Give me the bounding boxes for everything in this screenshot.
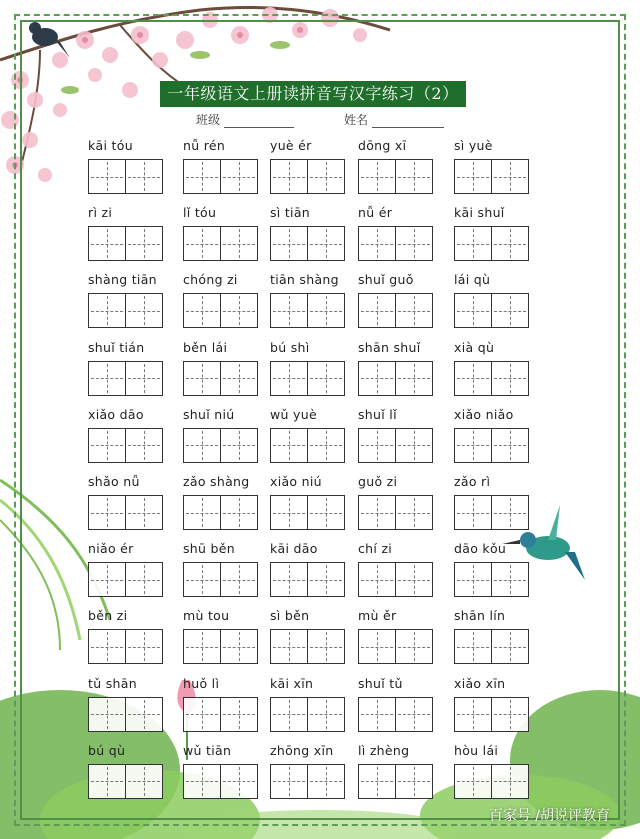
tianzige-writing-box[interactable] — [308, 629, 345, 664]
tianzige-boxes — [358, 226, 433, 261]
tianzige-writing-box[interactable] — [454, 495, 492, 530]
tianzige-writing-box[interactable] — [396, 629, 433, 664]
pinyin-text: shuǐ tǔ — [358, 675, 403, 691]
pinyin-exercise-item — [270, 604, 350, 666]
pinyin-text: huǒ lì — [183, 675, 220, 691]
tianzige-writing-box[interactable] — [454, 562, 492, 597]
tianzige-boxes — [454, 495, 529, 530]
tianzige-writing-box[interactable] — [358, 361, 396, 396]
tianzige-writing-box[interactable] — [492, 562, 529, 597]
tianzige-boxes — [454, 629, 529, 664]
tianzige-writing-box[interactable] — [183, 697, 221, 732]
tianzige-boxes — [454, 293, 529, 328]
pinyin-exercise-item — [183, 403, 263, 465]
pinyin-text: tiān shàng — [270, 272, 339, 288]
tianzige-writing-box[interactable] — [396, 159, 433, 194]
tianzige-writing-box[interactable] — [221, 159, 258, 194]
tianzige-writing-box[interactable] — [183, 226, 221, 261]
tianzige-writing-box[interactable] — [308, 159, 345, 194]
tianzige-boxes — [88, 159, 163, 194]
tianzige-writing-box[interactable] — [183, 562, 221, 597]
tianzige-boxes — [88, 629, 163, 664]
tianzige-writing-box[interactable] — [88, 495, 126, 530]
pinyin-text: chí zi — [358, 541, 393, 557]
pinyin-text: wǔ yuè — [270, 406, 317, 422]
pinyin-text: nǚ rén — [183, 138, 226, 153]
tianzige-writing-box[interactable] — [492, 226, 529, 261]
tianzige-writing-box[interactable] — [308, 764, 345, 799]
pinyin-exercise-item — [270, 134, 350, 196]
tianzige-boxes — [270, 361, 345, 396]
tianzige-writing-box[interactable] — [126, 629, 163, 664]
tianzige-writing-box[interactable] — [492, 159, 529, 194]
class-blank-line[interactable] — [224, 115, 294, 128]
tianzige-writing-box[interactable] — [492, 428, 529, 463]
tianzige-writing-box[interactable] — [221, 629, 258, 664]
tianzige-boxes — [183, 361, 258, 396]
tianzige-writing-box[interactable] — [396, 361, 433, 396]
pinyin-exercise-item — [88, 537, 168, 599]
tianzige-writing-box[interactable] — [183, 629, 221, 664]
tianzige-writing-box[interactable] — [88, 629, 126, 664]
tianzige-boxes — [183, 495, 258, 530]
tianzige-writing-box[interactable] — [126, 764, 163, 799]
tianzige-boxes — [183, 697, 258, 732]
pinyin-exercise-item — [183, 201, 263, 263]
tianzige-boxes — [88, 697, 163, 732]
tianzige-boxes — [270, 562, 345, 597]
tianzige-writing-box[interactable] — [183, 428, 221, 463]
tianzige-writing-box[interactable] — [221, 226, 258, 261]
pinyin-exercise-item — [358, 201, 438, 263]
pinyin-text: kāi xīn — [270, 675, 314, 691]
pinyin-exercise-item — [183, 470, 263, 532]
pinyin-text: xiǎo niú — [270, 474, 322, 489]
tianzige-writing-box[interactable] — [221, 764, 258, 799]
tianzige-writing-box[interactable] — [308, 361, 345, 396]
pinyin-exercise-item — [88, 268, 168, 330]
tianzige-boxes — [358, 495, 433, 530]
pinyin-exercise-item — [454, 268, 534, 330]
pinyin-text: lái qù — [454, 272, 491, 288]
pinyin-text: sì tiān — [270, 205, 311, 221]
tianzige-writing-box[interactable] — [270, 697, 308, 732]
tianzige-boxes — [183, 764, 258, 799]
pinyin-text: dāo kǒu — [454, 541, 507, 557]
pinyin-exercise-item — [270, 268, 350, 330]
tianzige-boxes — [358, 428, 433, 463]
tianzige-writing-box[interactable] — [221, 293, 258, 328]
pinyin-exercise-item — [358, 470, 438, 532]
exercise-row — [84, 268, 554, 330]
exercise-row — [84, 403, 554, 465]
pinyin-text: shuǐ niú — [183, 406, 235, 422]
tianzige-boxes — [88, 764, 163, 799]
tianzige-writing-box[interactable] — [454, 361, 492, 396]
tianzige-writing-box[interactable] — [396, 428, 433, 463]
pinyin-exercise-item — [88, 134, 168, 196]
pinyin-text: shuǐ guǒ — [358, 272, 414, 288]
tianzige-boxes — [454, 764, 529, 799]
tianzige-boxes — [454, 428, 529, 463]
pinyin-text: mù ěr — [358, 608, 397, 624]
pinyin-text: nǚ ér — [358, 205, 393, 221]
pinyin-text: dōng xī — [358, 138, 407, 153]
pinyin-text: rì zi — [88, 205, 113, 221]
tianzige-writing-box[interactable] — [183, 159, 221, 194]
tianzige-writing-box[interactable] — [454, 428, 492, 463]
tianzige-writing-box[interactable] — [221, 428, 258, 463]
tianzige-writing-box[interactable] — [270, 226, 308, 261]
pinyin-exercise-item — [454, 470, 534, 532]
pinyin-text: bú shì — [270, 339, 310, 355]
tianzige-writing-box[interactable] — [492, 293, 529, 328]
tianzige-writing-box[interactable] — [358, 495, 396, 530]
pinyin-exercise-item — [454, 403, 534, 465]
pinyin-exercise-item — [270, 739, 350, 801]
tianzige-writing-box[interactable] — [454, 697, 492, 732]
tianzige-writing-box[interactable] — [183, 293, 221, 328]
tianzige-writing-box[interactable] — [270, 428, 308, 463]
tianzige-boxes — [183, 293, 258, 328]
pinyin-exercise-item — [454, 336, 534, 398]
tianzige-boxes — [270, 293, 345, 328]
tianzige-boxes — [358, 293, 433, 328]
class-label: 班级 — [196, 113, 221, 127]
pinyin-exercise-item — [454, 739, 534, 801]
pinyin-exercise-item — [454, 134, 534, 196]
tianzige-writing-box[interactable] — [358, 226, 396, 261]
tianzige-writing-box[interactable] — [126, 428, 163, 463]
tianzige-boxes — [88, 226, 163, 261]
tianzige-writing-box[interactable] — [88, 361, 126, 396]
pinyin-text: tǔ shān — [88, 675, 137, 691]
pinyin-exercise-item — [183, 739, 263, 801]
pinyin-exercise-item — [270, 403, 350, 465]
pinyin-text: kāi tóu — [88, 138, 133, 153]
pinyin-text: niǎo ér — [88, 541, 134, 557]
tianzige-writing-box[interactable] — [454, 293, 492, 328]
pinyin-text: hòu lái — [454, 742, 499, 758]
tianzige-writing-box[interactable] — [88, 697, 126, 732]
tianzige-writing-box[interactable] — [88, 562, 126, 597]
pinyin-exercise-item — [183, 672, 263, 734]
tianzige-boxes — [88, 361, 163, 396]
tianzige-writing-box[interactable] — [396, 293, 433, 328]
tianzige-writing-box[interactable] — [183, 764, 221, 799]
tianzige-boxes — [454, 226, 529, 261]
pinyin-exercise-item — [358, 537, 438, 599]
tianzige-writing-box[interactable] — [126, 697, 163, 732]
pinyin-exercise-item — [270, 201, 350, 263]
tianzige-writing-box[interactable] — [308, 226, 345, 261]
pinyin-exercise-item — [183, 268, 263, 330]
tianzige-boxes — [358, 629, 433, 664]
tianzige-boxes — [358, 764, 433, 799]
tianzige-writing-box[interactable] — [270, 159, 308, 194]
pinyin-text: shān lín — [454, 608, 506, 624]
pinyin-exercise-item — [183, 336, 263, 398]
pinyin-exercise-item — [88, 604, 168, 666]
pinyin-text: chóng zi — [183, 272, 238, 288]
name-blank-line[interactable] — [372, 115, 444, 128]
tianzige-boxes — [454, 562, 529, 597]
tianzige-writing-box[interactable] — [88, 428, 126, 463]
pinyin-exercise-item — [358, 739, 438, 801]
tianzige-writing-box[interactable] — [88, 226, 126, 261]
pinyin-exercise-item — [270, 537, 350, 599]
exercise-row — [84, 134, 554, 196]
tianzige-writing-box[interactable] — [396, 226, 433, 261]
tianzige-writing-box[interactable] — [358, 159, 396, 194]
pinyin-text: sì yuè — [454, 138, 493, 153]
tianzige-boxes — [270, 764, 345, 799]
pinyin-exercise-item — [454, 201, 534, 263]
pinyin-exercise-item — [88, 403, 168, 465]
pinyin-text: shuǐ tián — [88, 339, 145, 355]
pinyin-text: mù tou — [183, 608, 230, 624]
tianzige-writing-box[interactable] — [308, 562, 345, 597]
pinyin-exercise-item — [358, 336, 438, 398]
pinyin-text: xiǎo niǎo — [454, 406, 514, 422]
tianzige-writing-box[interactable] — [454, 226, 492, 261]
tianzige-writing-box[interactable] — [454, 764, 492, 799]
tianzige-writing-box[interactable] — [358, 428, 396, 463]
pinyin-exercise-item — [183, 134, 263, 196]
tianzige-writing-box[interactable] — [358, 697, 396, 732]
pinyin-text: guǒ zi — [358, 474, 398, 489]
tianzige-boxes — [270, 226, 345, 261]
pinyin-text: zǎo shàng — [183, 474, 250, 489]
tianzige-writing-box[interactable] — [358, 764, 396, 799]
tianzige-writing-box[interactable] — [492, 697, 529, 732]
pinyin-exercise-item — [358, 604, 438, 666]
pinyin-text: shàng tiān — [88, 272, 157, 288]
pinyin-text: lǐ tóu — [183, 205, 217, 221]
tianzige-boxes — [88, 495, 163, 530]
pinyin-text: bú qù — [88, 742, 126, 758]
class-field — [196, 111, 294, 128]
pinyin-text: kāi shuǐ — [454, 205, 505, 221]
pinyin-exercise-item — [88, 739, 168, 801]
tianzige-writing-box[interactable] — [221, 562, 258, 597]
tianzige-boxes — [183, 159, 258, 194]
pinyin-text: shǎo nǚ — [88, 474, 140, 489]
tianzige-writing-box[interactable] — [492, 764, 529, 799]
tianzige-writing-box[interactable] — [126, 159, 163, 194]
tianzige-boxes — [183, 562, 258, 597]
pinyin-exercise-item — [270, 470, 350, 532]
pinyin-exercise-item — [183, 537, 263, 599]
tianzige-writing-box[interactable] — [221, 361, 258, 396]
pinyin-text: běn lái — [183, 339, 228, 355]
pinyin-text: lì zhèng — [358, 742, 410, 758]
tianzige-boxes — [88, 293, 163, 328]
exercise-row — [84, 739, 554, 801]
pinyin-text: shān shuǐ — [358, 339, 421, 355]
tianzige-writing-box[interactable] — [126, 562, 163, 597]
tianzige-boxes — [270, 697, 345, 732]
pinyin-exercise-item — [88, 672, 168, 734]
tianzige-boxes — [183, 629, 258, 664]
tianzige-writing-box[interactable] — [221, 495, 258, 530]
pinyin-text: kāi dāo — [270, 541, 318, 557]
pinyin-exercise-item — [183, 604, 263, 666]
tianzige-boxes — [270, 428, 345, 463]
tianzige-writing-box[interactable] — [396, 764, 433, 799]
tianzige-writing-box[interactable] — [396, 495, 433, 530]
tianzige-writing-box[interactable] — [308, 495, 345, 530]
pinyin-text: yuè ér — [270, 138, 312, 153]
pinyin-text: běn zi — [88, 608, 128, 624]
tianzige-boxes — [270, 159, 345, 194]
pinyin-text: xià qù — [454, 339, 495, 355]
tianzige-writing-box[interactable] — [454, 159, 492, 194]
tianzige-writing-box[interactable] — [270, 293, 308, 328]
name-label: 姓名 — [344, 113, 369, 127]
pinyin-exercise-item — [270, 672, 350, 734]
tianzige-writing-box[interactable] — [492, 629, 529, 664]
tianzige-boxes — [358, 361, 433, 396]
tianzige-writing-box[interactable] — [308, 697, 345, 732]
pinyin-exercise-item — [270, 336, 350, 398]
tianzige-writing-box[interactable] — [126, 293, 163, 328]
tianzige-writing-box[interactable] — [270, 764, 308, 799]
pinyin-text: shuǐ lǐ — [358, 406, 397, 422]
exercise-row — [84, 672, 554, 734]
pinyin-exercise-item — [358, 268, 438, 330]
tianzige-boxes — [270, 495, 345, 530]
pinyin-text: zǎo rì — [454, 474, 491, 489]
tianzige-boxes — [454, 361, 529, 396]
pinyin-exercise-item — [358, 672, 438, 734]
tianzige-boxes — [454, 697, 529, 732]
pinyin-text: xiǎo xīn — [454, 675, 506, 691]
tianzige-boxes — [183, 226, 258, 261]
pinyin-exercise-item — [88, 336, 168, 398]
tianzige-writing-box[interactable] — [358, 293, 396, 328]
page-title: 一年级语文上册读拼音写汉字练习（2） — [160, 81, 466, 107]
exercise-row — [84, 470, 554, 532]
tianzige-writing-box[interactable] — [126, 361, 163, 396]
tianzige-writing-box[interactable] — [221, 697, 258, 732]
tianzige-boxes — [88, 562, 163, 597]
tianzige-boxes — [454, 159, 529, 194]
pinyin-text: sì běn — [270, 608, 310, 624]
watermark-text: 百家号 /胡说评教育 — [488, 808, 610, 824]
tianzige-writing-box[interactable] — [270, 495, 308, 530]
exercise-row — [84, 201, 554, 263]
tianzige-writing-box[interactable] — [183, 495, 221, 530]
tianzige-writing-box[interactable] — [183, 361, 221, 396]
tianzige-writing-box[interactable] — [492, 495, 529, 530]
pinyin-text: zhōng xīn — [270, 742, 334, 758]
tianzige-boxes — [358, 562, 433, 597]
tianzige-boxes — [183, 428, 258, 463]
tianzige-boxes — [358, 697, 433, 732]
tianzige-boxes — [270, 629, 345, 664]
tianzige-writing-box[interactable] — [358, 629, 396, 664]
name-field — [344, 111, 444, 128]
pinyin-exercise-item — [454, 672, 534, 734]
tianzige-writing-box[interactable] — [270, 361, 308, 396]
exercise-row — [84, 537, 554, 599]
pinyin-exercise-item — [454, 604, 534, 666]
tianzige-writing-box[interactable] — [308, 428, 345, 463]
tianzige-writing-box[interactable] — [88, 764, 126, 799]
tianzige-writing-box[interactable] — [88, 293, 126, 328]
tianzige-writing-box[interactable] — [396, 562, 433, 597]
tianzige-writing-box[interactable] — [88, 159, 126, 194]
exercise-row — [84, 604, 554, 666]
tianzige-writing-box[interactable] — [270, 562, 308, 597]
tianzige-boxes — [88, 428, 163, 463]
tianzige-writing-box[interactable] — [126, 226, 163, 261]
tianzige-writing-box[interactable] — [270, 629, 308, 664]
pinyin-text: xiǎo dāo — [88, 406, 144, 422]
pinyin-exercise-item — [88, 201, 168, 263]
pinyin-text: shū běn — [183, 541, 235, 557]
tianzige-writing-box[interactable] — [126, 495, 163, 530]
tianzige-writing-box[interactable] — [396, 697, 433, 732]
pinyin-exercise-item — [358, 134, 438, 196]
tianzige-writing-box[interactable] — [454, 629, 492, 664]
pinyin-exercise-item — [454, 537, 534, 599]
pinyin-text: wǔ tiān — [183, 742, 232, 758]
tianzige-writing-box[interactable] — [492, 361, 529, 396]
tianzige-writing-box[interactable] — [358, 562, 396, 597]
exercise-row — [84, 336, 554, 398]
pinyin-exercise-item — [358, 403, 438, 465]
pinyin-exercise-item — [88, 470, 168, 532]
tianzige-writing-box[interactable] — [308, 293, 345, 328]
tianzige-boxes — [358, 159, 433, 194]
